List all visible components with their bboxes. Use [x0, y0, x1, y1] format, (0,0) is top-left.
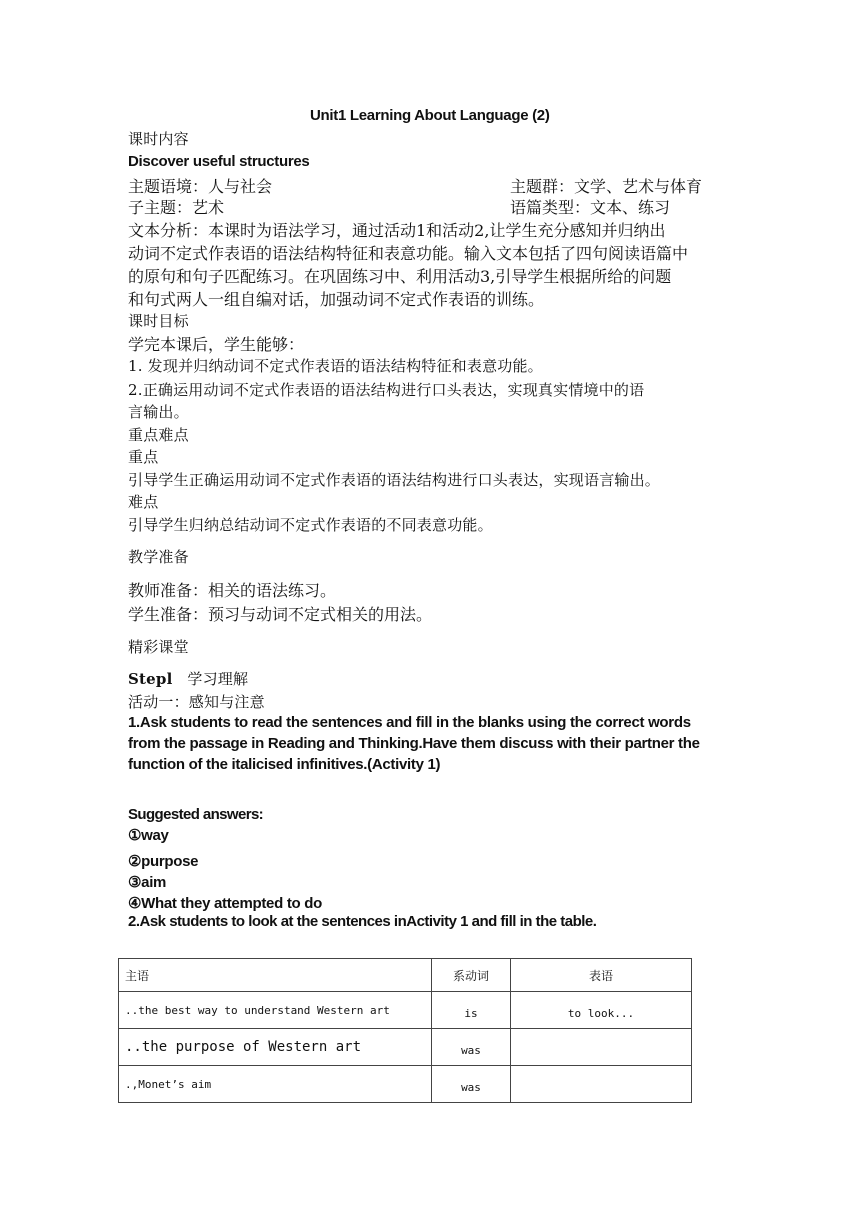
task2-text: 2.Ask students to look at the sentences inActivity 1 and fill in the table.	[128, 913, 597, 930]
analysis-line: 的原句和句子匹配练习。在巩固练习中、利用活动3,引导学生根据所给的问题	[128, 267, 672, 286]
table-header-row	[119, 959, 692, 992]
table-cell: was	[432, 1066, 511, 1103]
sub-theme: 子主题：艺术	[128, 198, 225, 217]
analysis-line: 动词不定式作表语的语法结构特征和表意功能。输入文本包括了四句阅读语篇中	[128, 244, 689, 263]
table-cell: to look...	[511, 992, 692, 1029]
difficult-text: 引导学生归纳总结动词不定式作表语的不同表意功能。	[128, 516, 493, 534]
theme-group: 主题群：文学、艺术与体育	[510, 177, 703, 196]
table-cell: is	[432, 992, 511, 1029]
key-points-label: 重点难点	[128, 426, 189, 444]
table-row	[119, 1029, 692, 1066]
goal-item: 言输出。	[128, 403, 189, 421]
goals-label: 课时目标	[128, 312, 189, 330]
task1-line: function of the italicised infinitives.(Activity 1)	[128, 756, 441, 773]
theme-context: 主题语境：人与社会	[128, 177, 273, 196]
analysis-line: 和句式两人一组自编对话，加强动词不定式作表语的训练。	[128, 290, 545, 309]
teacher-prep: 教师准备：相关的语法练习。	[128, 581, 337, 600]
task1-line: 1.Ask students to read the sentences and fill in the blanks using the correct words	[128, 714, 691, 731]
goals-intro: 学完本课后，学生能够：	[128, 335, 305, 354]
page-title: Unit1 Learning About Language (2)	[310, 107, 550, 124]
key-label: 重点	[128, 448, 159, 466]
text-type: 语篇类型：文本、练习	[510, 198, 671, 217]
table-cell	[511, 1029, 692, 1066]
header-predicative: 表语	[511, 959, 692, 992]
header-linking-verb: 系动词	[432, 959, 511, 992]
step-cn: 学习理解	[187, 670, 249, 688]
student-prep: 学生准备：预习与动词不定式相关的用法。	[128, 605, 433, 624]
structure-table	[118, 958, 692, 1103]
table-cell: .,Monet’s aim	[119, 1066, 432, 1103]
analysis-line: 文本分析：本课时为语法学习，通过活动1和活动2,让学生充分感知并归纳出	[128, 221, 666, 240]
goal-item: 2.正确运用动词不定式作表语的语法结构进行口头表达，实现真实情境中的语	[128, 381, 645, 399]
header-subject: 主语	[119, 959, 432, 992]
table-cell: ..the purpose of Western art	[119, 1029, 432, 1066]
prep-label: 教学准备	[128, 548, 189, 566]
key-text: 引导学生正确运用动词不定式作表语的语法结构进行口头表达，实现语言输出。	[128, 471, 661, 489]
answer-item: ①way	[128, 827, 169, 844]
answers-label: Suggested answers:	[128, 806, 264, 823]
table-row	[119, 1066, 692, 1103]
answer-item: ②purpose	[128, 853, 199, 870]
lesson-content-label: 课时内容	[128, 130, 189, 148]
task1-line: from the passage in Reading and Thinking.Have them discuss with their partner the	[128, 735, 700, 752]
activity-label: 活动一：感知与注意	[128, 693, 265, 711]
table-row	[119, 992, 692, 1029]
step-heading	[128, 668, 248, 689]
table-cell: ..the best way to understand Western art	[119, 992, 432, 1029]
answer-item: ③aim	[128, 874, 167, 891]
class-label: 精彩课堂	[128, 638, 189, 656]
answer-item: ④What they attempted to do	[128, 895, 322, 912]
table-cell: was	[432, 1029, 511, 1066]
difficult-label: 难点	[128, 493, 159, 511]
table-cell	[511, 1066, 692, 1103]
goal-item: 1. 发现并归纳动词不定式作表语的语法结构特征和表意功能。	[128, 357, 543, 375]
step-en: Stepl	[128, 670, 173, 688]
section-title: Discover useful structures	[128, 153, 310, 170]
